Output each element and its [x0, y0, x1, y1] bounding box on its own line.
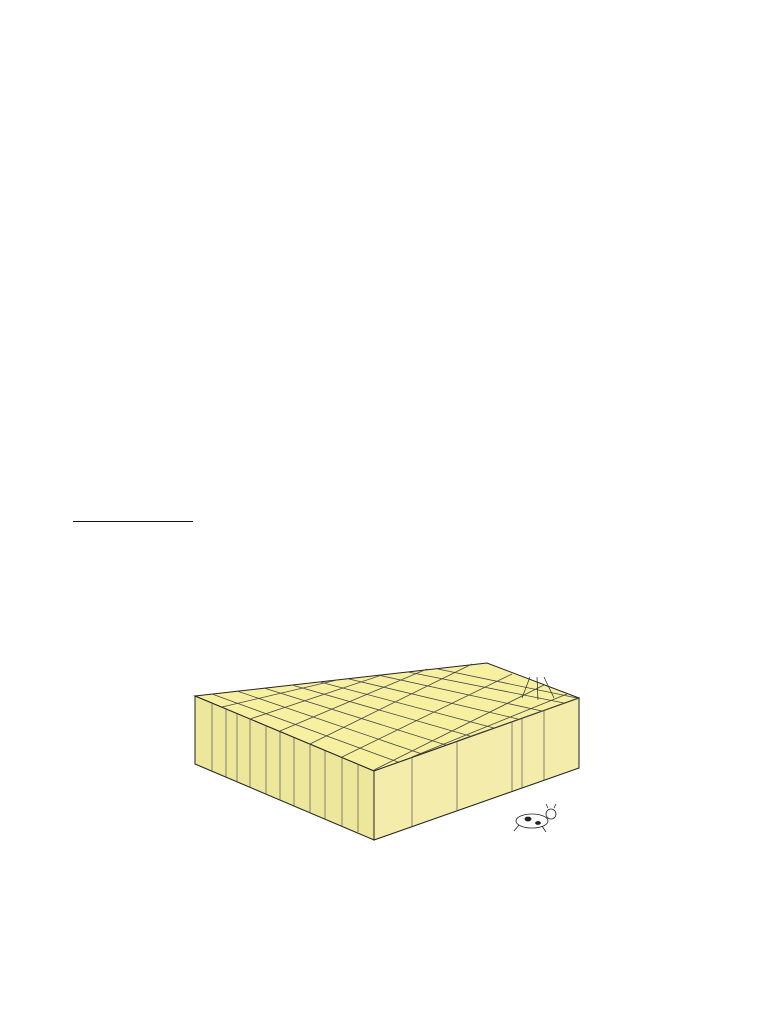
joint-block-figure	[192, 618, 582, 843]
cartoon-cow-icon	[514, 804, 556, 832]
subsection-heading	[73, 505, 193, 522]
